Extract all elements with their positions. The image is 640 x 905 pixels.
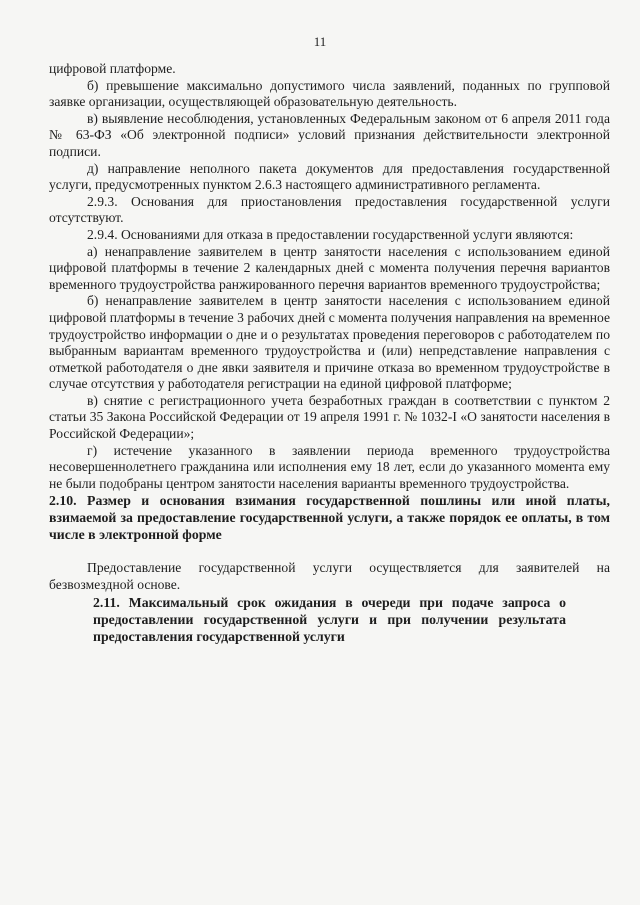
paragraph-2-9-4: 2.9.4. Основаниями для отказа в предоставлении государственной услуги являются: xyxy=(87,226,574,242)
paragraph-b-excess-applications: б) превышение максимально допустимого числа заявлений, поданных по групповой заявке организации, осуществляющей образовательную деятельность. xyxy=(49,77,610,110)
paragraph-2-9-3: 2.9.3. Основания для приостановления предоставления государственной услуги отсутствуют. xyxy=(49,193,610,226)
paragraph-continuation: цифровой платформе. xyxy=(49,61,176,76)
document-body xyxy=(49,61,610,645)
paragraph-2-10: Предоставление государственной услуги осуществляется для заявителей на безвозмездной основе. xyxy=(49,560,610,593)
section-heading-2-11: 2.11. Максимальный срок ожидания в очереди при подаче запроса о предоставлении государственной услуги и при получении результата предоставления государственной услуги xyxy=(93,594,566,644)
section-heading-2-10: 2.10. Размер и основания взимания государственной пошлины или иной платы, взимаемой за предоставление государственной услуги, а также порядок ее оплаты, в том числе в электронной форме xyxy=(49,493,610,543)
paragraph-a-refusal: а) ненаправление заявителем в центр занятости населения с использованием единой цифровой платформы в течение 2 календарных дней с момента получения перечня вариантов временного трудоустройства ранжированного перечня вариантов временного трудоустройства; xyxy=(49,243,610,292)
paragraph-v-refusal: в) снятие с регистрационного учета безработных граждан в соответствии с пунктом 2 статьи 35 Закона Российской Федерации от 19 апреля 1991 г. № 1032-I «О занятости населения в Российской Федерации»; xyxy=(49,392,610,442)
paragraph-b-refusal: б) ненаправление заявителем в центр занятости населения с использованием единой цифровой платформы в течение 3 рабочих дней с момента получения направления на временное трудоустройство информации о дне и о результатах проведения переговоров с работодателем по выбранным вариантам временного трудоустройства и (или) непредставление направления с отметкой работодателя о дне явки заявителя и причине отказа во временном трудоустройстве в случае отсутствия у работодателя регистрации на единой цифровой платформе; xyxy=(49,293,610,392)
paragraph-v-signature: в) выявление несоблюдения, установленных Федеральным законом от 6 апреля 2011 года № 63-ФЗ «Об электронной подписи» условий признания действительности электронной подписи. xyxy=(49,110,610,159)
paragraph-d-incomplete-package: д) направление неполного пакета документов для предоставления государственной услуги, предусмотренных пунктом 2.6.3 настоящего административного регламента. xyxy=(49,160,610,193)
page-number: 11 xyxy=(313,34,327,49)
paragraph-g-refusal: г) истечение указанного в заявлении периода временного трудоустройства несовершеннолетнего гражданина или исполнения ему 18 лет, если до указанного момента ему не были подобраны центром занятости населения варианты временного трудоустройства. xyxy=(49,442,610,491)
